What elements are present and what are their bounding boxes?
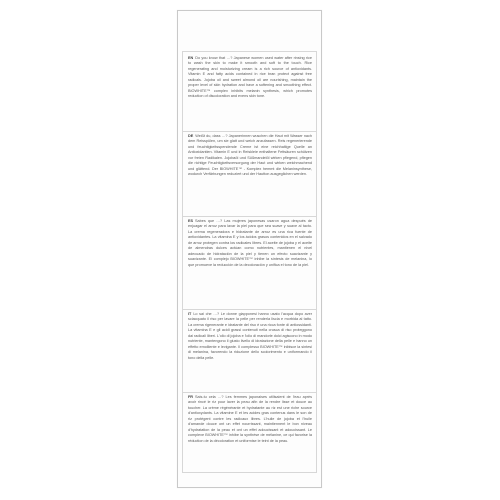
section-divider xyxy=(183,309,316,310)
language-code-it: IT xyxy=(188,312,192,316)
top-rule xyxy=(183,51,316,52)
section-text-de: Weißt du, dass …? Japanerinnen wuschen die Haut mit Wasser nach dem Reisspülen, um sie glatt und weich anzufassen. Reis regenerierende und feuchtigkeitsspendende Creme ist eine reichhaltige Quelle an Antioxidantien. Vitamin E und in Reiskleie enthaltene Fettsäuren schützen vor freien Radikalen. Jojobaöl und Süßmandelöl wirken pflegend, pflegen die richtige Feuchtigkeitsversorgung der Haut und wirken weichmachend und glättend. Der BIOWHITE™ - Komplex hemmt die Melaninsynthese, wodurch Verfärbungen reduziert und der Hautton ausgeglichen werden. xyxy=(188,134,312,177)
section-divider xyxy=(183,392,316,393)
section-text-es: Sabes que …? Las mujeres japonesas usaron agua después de enjuagar el arroz para lavar la piel para que sea suave y suave al tacto. La crema regeneradora e hidratante de arroz es una rica fuente de antioxidantes. La vitamina E y los ácidos grasos contenidos en el salvado de arroz protegen contra los radicales libres. El aceite de jojoba y el aceite de almendras dulces actúan como nutrientes, mantienen el nivel adecuado de hidratación de la piel y tienen un efecto suavizante y suavizante. El complejo BIOWHITE™ inhibe la síntesis de melanina, lo que promueve la reducción de la decoloración y unifica el tono de la piel. xyxy=(188,219,312,267)
section-text-fr: Sais-tu cela …? Les femmes japonaises utilisaient de l'eau après avoir rincé le riz pour laver la peau afin de la rendre lisse et douce au toucher. La crème régénérante et hydratante au riz est une riche source d'antioxydants. La vitamine E et les acides gras contenus dans le son de riz protègent contre les radicaux libres. L'huile de jojoba et l'huile d'amande douce ont un effet nourrissant, maintiennent le bon niveau d'hydratation de la peau et ont un effet adoucissant et adoucissant. Le complexe BIOWHITE™ inhibe la synthèse de mélanine, ce qui favorise la réduction de la décoloration et uniformise le teint de la peau. xyxy=(188,395,312,443)
section-text-en: Do you know that …? Japanese women used water after rinsing rice to wash the skin to make it smooth and soft to the touch. Rice regenerating and moisturizing cream is a rich source of antioxidants. Vitamin E and fatty acids contained in rice bran protect against free radicals. Jojoba oil and sweet almond oil are nourishing, maintain the proper level of skin hydration and have a softening and smoothing effect. BIOWHITE™ complex inhibits melanin synthesis, which promotes reduction of discoloration and evens skin tone. xyxy=(188,56,312,99)
section-divider xyxy=(183,131,316,132)
language-code-es: ES xyxy=(188,219,194,223)
product-insert-card xyxy=(177,10,322,488)
section-en xyxy=(188,56,312,100)
section-text-it: Lo sai che …? Le donne giapponesi hanno usato l'acqua dopo aver sciacquato il riso per lavare la pelle per renderla liscia e morbida al tatto. La crema rigenerante e idratante del riso è una ricca fonte di antiossidanti. La vitamina E e gli acidi grassi contenuti nella crusca di riso proteggono dai radicali liberi. L'olio di jojoba e l'olio di mandorle dolci agiscono in modo nutriente, mantengono il giusto livello di idratazione della pelle e hanno un effetto emolliente e levigante. Il complesso BIOWHITE™ inibisce la sintesi di melanina, favorendo la riduzione dello scolorimento e uniformando il tono della pelle. xyxy=(188,312,312,360)
section-fr xyxy=(188,395,312,444)
language-code-en: EN xyxy=(188,56,194,60)
language-code-fr: FR xyxy=(188,395,194,399)
bottom-rule xyxy=(183,472,316,473)
language-code-de: DE xyxy=(188,134,194,138)
text-panel xyxy=(182,51,317,473)
section-divider xyxy=(183,216,316,217)
section-es xyxy=(188,219,312,268)
section-de xyxy=(188,134,312,178)
section-it xyxy=(188,312,312,361)
